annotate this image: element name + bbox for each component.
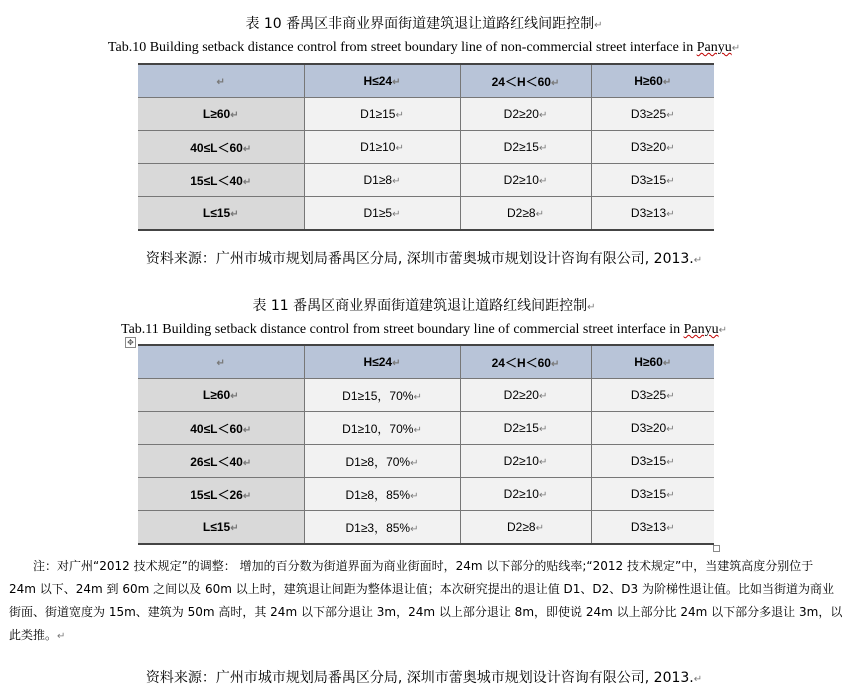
row-header: 15≤L＜40↵: [138, 164, 304, 197]
table11-caption-en-spellcheck-word: Panyu: [683, 322, 719, 337]
table-cell: D2≥20↵: [460, 98, 591, 131]
cell-text: D3≥25: [630, 107, 667, 121]
table10-caption-en: Tab.10 Building setback distance control from street boundary line of non-commercial street interface in Panyu↵: [107, 40, 741, 55]
cell-text: D2≥8: [507, 206, 536, 220]
table-cell: D3≥25↵: [591, 379, 714, 412]
table11-caption-en: Tab.11 Building setback distance control from street boundary line of commercial street interface in Panyu↵: [121, 322, 727, 337]
adjustment-note: 注：对广州“2012 技术规定”的调整： 增加的百分数为街道界面为商业街面时，24m 以下部分的贴线率;“2012 技术规定”中，当建筑高度分别位于 24m 以下、24m 到 60m 之间以及 60m 以上时，建筑退让间距为整体退让值；本次研究提出的退让值 D1、D2、D3 为阶梯性退让值。比如当街道为商业街面、街道宽度为 15m、建筑为 50m 高时，其 24m 以下部分退让 3m，24m 以上部分退让 8m，即使说 24m 以上部分比 24m 以下部分多退让 3m，以此类推。↵: [9, 559, 843, 642]
table-cell: D3≥15↵: [591, 164, 714, 197]
cell-text: D2≥20: [503, 388, 539, 402]
row-header: 26≤L＜40↵: [138, 445, 304, 478]
table-row: [138, 131, 714, 164]
cell-text: D1≥3，85%: [345, 520, 411, 535]
table11-caption-cn-text: 表 11 番禺区商业界面街道建筑退让道路红线间距控制: [252, 298, 588, 314]
table-row: [138, 98, 714, 131]
cell-text: D1≥10: [360, 140, 396, 154]
table-cell: D1≥8，85%↵: [304, 478, 460, 511]
row-header: 15≤L＜26↵: [138, 478, 304, 511]
table11-caption-cn: 表 11 番禺区商业界面街道建筑退让道路红线间距控制↵: [252, 298, 596, 314]
table-cell: D2≥20↵: [460, 379, 591, 412]
table-move-handle-icon[interactable]: ✥: [125, 337, 136, 348]
table11-col-header: H≥60↵: [591, 345, 714, 379]
source-note-1: 资料来源：广州市城市规划局番禺区分局, 深圳市蕾奥城市规划设计咨询有限公司, 2013.↵: [145, 251, 703, 267]
cell-text: D2≥15: [503, 140, 539, 154]
cell-text: D1≥15，70%: [342, 388, 414, 403]
table10-caption-cn-text: 表 10 番禺区非商业界面街道建筑退让道路红线间距控制: [245, 16, 595, 32]
table10-corner-cell: ↵: [138, 64, 304, 98]
cell-text: D3≥13: [630, 520, 667, 534]
table-resize-handle[interactable]: [713, 545, 720, 552]
cell-text: D3≥20: [630, 421, 667, 435]
table10-caption-en-text: Tab.10 Building setback distance control from street boundary line of non-commercial street interface in: [107, 40, 697, 55]
cell-text: D2≥15: [503, 421, 539, 435]
table-row: [138, 164, 714, 197]
table11-col-header: H≤24↵: [304, 345, 460, 379]
row-header-text: 15≤L＜40: [190, 173, 243, 188]
cell-text: D1≥8: [363, 173, 393, 187]
table-cell: D1≥8，70%↵: [304, 445, 460, 478]
cell-text: D1≥10，70%: [342, 421, 414, 436]
table-cell: D3≥20↵: [591, 412, 714, 445]
table10-col-header-text: 24＜H＜60: [491, 74, 551, 89]
table-cell: D2≥15↵: [460, 131, 591, 164]
table11-col-header-text: H≤24: [363, 355, 393, 369]
cell-text: D2≥10: [503, 173, 539, 187]
table-row: [138, 511, 714, 545]
table-cell: D1≥10↵: [304, 131, 460, 164]
row-header: 40≤L＜60↵: [138, 131, 304, 164]
table10-col-header: H≤24↵: [304, 64, 460, 98]
table-row: [138, 445, 714, 478]
table-cell: D2≥10↵: [460, 478, 591, 511]
table-cell: D3≥15↵: [591, 478, 714, 511]
cell-text: D1≥15: [360, 107, 396, 121]
table-cell: D1≥3，85%↵: [304, 511, 460, 545]
row-header: L≤15↵: [138, 511, 304, 545]
cell-text: D3≥25: [630, 388, 667, 402]
table10-caption-en-spellcheck-word: Panyu: [696, 40, 732, 55]
cell-text: D3≥13: [630, 206, 667, 220]
table11-corner-cell: ↵: [138, 345, 304, 379]
cell-text: D1≥8，70%: [345, 454, 411, 469]
table11-col-header-text: H≥60: [634, 355, 663, 369]
table-cell: D3≥15↵: [591, 445, 714, 478]
table-cell: D2≥10↵: [460, 445, 591, 478]
row-header-text: 15≤L＜26: [190, 487, 243, 502]
row-header-text: L≤15: [202, 206, 231, 220]
cell-text: D3≥15: [630, 454, 667, 468]
cell-text: D3≥15: [630, 487, 667, 501]
table10-caption-cn: 表 10 番禺区非商业界面街道建筑退让道路红线间距控制↵: [245, 16, 603, 32]
cell-text: D2≥10: [503, 487, 539, 501]
row-header-text: 40≤L＜60: [190, 140, 243, 155]
row-header: 40≤L＜60↵: [138, 412, 304, 445]
source-note-2-text: 资料来源：广州市城市规划局番禺区分局, 深圳市蕾奥城市规划设计咨询有限公司, 2013.: [145, 670, 694, 686]
table-cell: D3≥25↵: [591, 98, 714, 131]
cell-text: D3≥15: [630, 173, 667, 187]
table11-header-row: [138, 345, 714, 379]
table10: [138, 63, 714, 231]
row-header-text: 40≤L＜60: [190, 421, 243, 436]
source-note-2: 资料来源：广州市城市规划局番禺区分局, 深圳市蕾奥城市规划设计咨询有限公司, 2013.↵: [145, 670, 703, 686]
cell-text: D1≥8，85%: [345, 487, 411, 502]
table-row: [138, 379, 714, 412]
table-cell: D2≥15↵: [460, 412, 591, 445]
cell-text: D2≥10: [503, 454, 539, 468]
table11: [138, 344, 714, 545]
table10-col-header-text: H≤24: [363, 74, 393, 88]
table11-col-header: 24＜H＜60↵: [460, 345, 591, 379]
table-row: [138, 412, 714, 445]
source-note-1-text: 资料来源：广州市城市规划局番禺区分局, 深圳市蕾奥城市规划设计咨询有限公司, 2013.: [145, 251, 694, 267]
table-cell: D3≥20↵: [591, 131, 714, 164]
table-cell: D3≥13↵: [591, 197, 714, 231]
row-header-text: L≤15: [202, 520, 231, 534]
table-cell: D2≥10↵: [460, 164, 591, 197]
table-cell: D1≥10，70%↵: [304, 412, 460, 445]
cell-text: D2≥20: [503, 107, 539, 121]
table-cell: D1≥5↵: [304, 197, 460, 231]
table-cell: D2≥8↵: [460, 197, 591, 231]
cell-text: D1≥5: [363, 206, 393, 220]
table-cell: D1≥15，70%↵: [304, 379, 460, 412]
row-header: L≤15↵: [138, 197, 304, 231]
row-header: L≥60↵: [138, 379, 304, 412]
row-header: L≥60↵: [138, 98, 304, 131]
table-row: [138, 478, 714, 511]
adjustment-note-text: 注：对广州“2012 技术规定”的调整： 增加的百分数为街道界面为商业街面时，24m 以下部分的贴线率;“2012 技术规定”中，当建筑高度分别位于 24m 以下、24m 到 60m 之间以及 60m 以上时，建筑退让间距为整体退让值；本次研究提出的退让值 D1、D2、D3 为阶梯性退让值。比如当街道为商业街面、街道宽度为 15m、建筑为 50m 高时，其 24m 以下部分退让 3m，24m 以上部分退让 8m，即使说 24m 以上部分比 24m 以下部分多退让 3m，以此类推。: [9, 559, 843, 642]
table10-col-header: H≥60↵: [591, 64, 714, 98]
row-header-text: 26≤L＜40: [190, 454, 243, 469]
table10-col-header-text: H≥60: [634, 74, 663, 88]
row-header-text: L≥60: [202, 107, 231, 121]
table11-caption-en-text: Tab.11 Building setback distance control from street boundary line of commercial street interface in: [121, 322, 684, 337]
table-row: [138, 197, 714, 231]
table-cell: D2≥8↵: [460, 511, 591, 545]
table-cell: D1≥15↵: [304, 98, 460, 131]
cell-text: D2≥8: [507, 520, 536, 534]
table10-header-row: [138, 64, 714, 98]
row-header-text: L≥60: [202, 388, 231, 402]
cell-text: D3≥20: [630, 140, 667, 154]
table-cell: D3≥13↵: [591, 511, 714, 545]
table10-col-header: 24＜H＜60↵: [460, 64, 591, 98]
table-cell: D1≥8↵: [304, 164, 460, 197]
table11-col-header-text: 24＜H＜60: [491, 355, 551, 370]
